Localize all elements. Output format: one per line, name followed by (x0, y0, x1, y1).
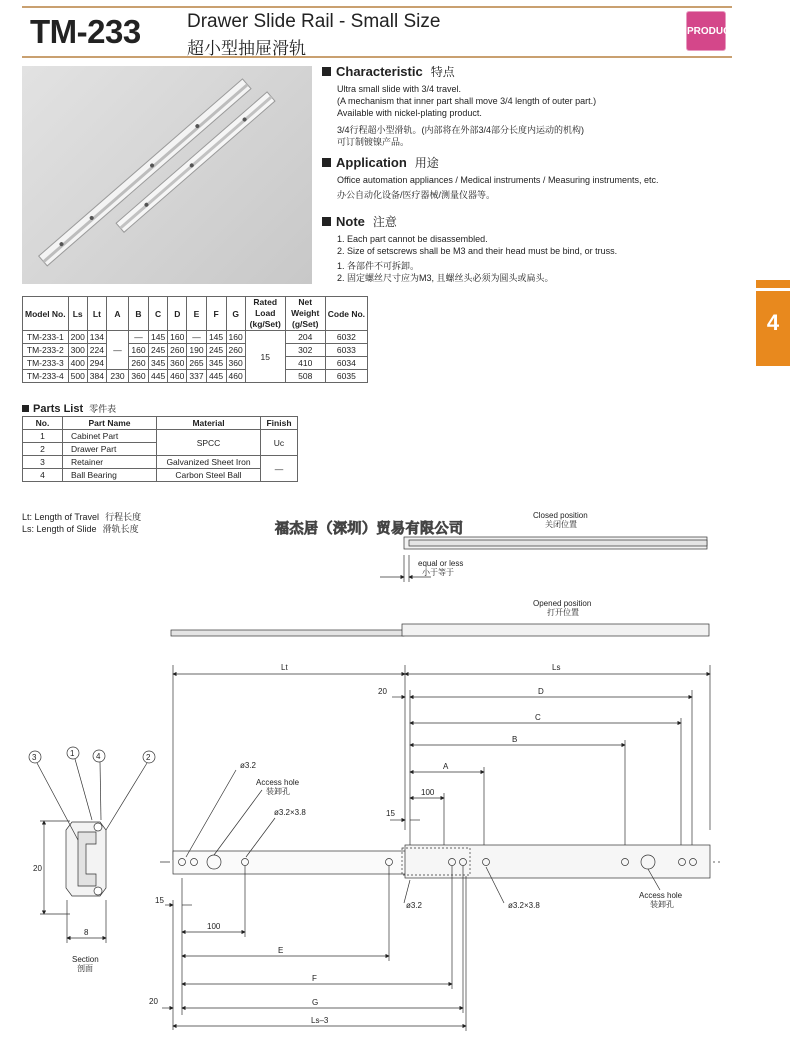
note-title-cn: 注意 (372, 215, 397, 229)
table-cell: 294 (87, 357, 106, 370)
note-line: 2. Size of setscrews shall be M3 and their head must be bind, or truss. (337, 246, 618, 256)
table-cell: 337 (187, 370, 206, 383)
characteristic-title: Characteristic (336, 64, 423, 79)
dim-d: D (538, 687, 544, 696)
equal-or-less-label: equal or less (418, 559, 464, 568)
closed-position-label-cn: 关闭位置 (545, 520, 577, 529)
table-cell: TM-233-4 (23, 370, 69, 383)
dim-g: G (312, 998, 319, 1007)
application-line: Office automation appliances / Medical instruments / Measuring instruments, etc. (337, 175, 659, 185)
dim-e: E (278, 946, 284, 955)
section-label-cn: 剖面 (77, 964, 93, 973)
spec-header: A (106, 297, 128, 331)
parts-header: Part Name (63, 417, 157, 430)
table-cell: 410 (285, 357, 325, 370)
spec-header: Rated Load (kg/Set) (245, 297, 285, 331)
closed-position-label: Closed position (533, 511, 588, 520)
dim-100-bottom: 100 (207, 922, 221, 931)
title-english: Drawer Slide Rail - Small Size (187, 11, 441, 32)
application-title: Application (336, 155, 407, 170)
table-cell: Galvanized Sheet Iron (157, 456, 261, 469)
spec-header: Net Weight (g/Set) (285, 297, 325, 331)
table-cell: 190 (187, 344, 206, 357)
table-cell: 260 (226, 344, 245, 357)
dim-ls-3: Ls–3 (311, 1016, 329, 1025)
table-cell: 245 (148, 344, 167, 357)
table-cell: 145 (206, 331, 226, 344)
title-chinese: 超小型抽屉滑轨 (187, 39, 306, 58)
table-cell: 300 (68, 344, 87, 357)
table-cell: Uc (261, 430, 298, 456)
table-cell: — (187, 331, 206, 344)
note-line: 1. Each part cannot be disassembled. (337, 234, 488, 244)
table-cell: Drawer Part (63, 443, 157, 456)
table-cell: 445 (206, 370, 226, 383)
dim-b: B (512, 735, 518, 744)
characteristic-line: 3/4行程超小型滑轨。(内部将在外部3/4部分长度内运动的机构) (337, 125, 585, 135)
table-cell: 4 (23, 469, 63, 482)
table-cell: 134 (87, 331, 106, 344)
dim-20-bottom: 20 (149, 997, 158, 1006)
table-cell: 6035 (325, 370, 367, 383)
table-cell: 460 (168, 370, 187, 383)
table-cell: TM-233-3 (23, 357, 69, 370)
chapter-number: 4 (766, 310, 780, 335)
dim-100-top: 100 (421, 788, 435, 797)
slot-label: ø3.2×3.8 (274, 808, 306, 817)
table-cell: 1 (23, 430, 63, 443)
note-line: 1. 各部件不可拆卸。 (337, 261, 420, 271)
table-cell: 360 (128, 370, 148, 383)
model-number: TM-233 (30, 13, 141, 50)
characteristic-line: (A mechanism that inner part shall move 3/4 length of outer part.) (337, 96, 597, 106)
table-cell: 2 (23, 443, 63, 456)
spec-header: B (128, 297, 148, 331)
access-hole-label: Access hole (256, 778, 300, 787)
dim-15-top: 15 (386, 809, 395, 818)
callout-3: 3 (32, 753, 37, 762)
table-cell: 6033 (325, 344, 367, 357)
table-cell: 265 (187, 357, 206, 370)
opened-position-label-cn: 打开位置 (547, 608, 579, 617)
spec-header: Model No. (23, 297, 69, 331)
parts-header: No. (23, 417, 63, 430)
application-line: 办公自动化设备/医疗器械/测量仪器等。 (337, 190, 496, 200)
callout-1: 1 (70, 749, 75, 758)
table-cell: 445 (148, 370, 167, 383)
table-cell: 204 (285, 331, 325, 344)
table-cell: — (128, 331, 148, 344)
characteristic-line: 可订制镀镍产品。 (337, 137, 410, 147)
table-cell: 6032 (325, 331, 367, 344)
table-cell: Carbon Steel Ball (157, 469, 261, 482)
table-cell: Ball Bearing (63, 469, 157, 482)
legend-ls: Ls: Length of Slide (22, 524, 97, 534)
table-cell: 400 (68, 357, 87, 370)
callout-2: 2 (146, 753, 151, 762)
legend-lt-cn: 行程长度 (105, 512, 142, 522)
access-hole-label-cn: 装卸孔 (266, 787, 290, 796)
table-cell: 6034 (325, 357, 367, 370)
table-cell: 345 (206, 357, 226, 370)
table-cell: TM-233-1 (23, 331, 69, 344)
dim-c: C (535, 713, 541, 722)
table-cell: 260 (128, 357, 148, 370)
table-cell: 360 (226, 357, 245, 370)
dim-20: 20 (378, 687, 387, 696)
table-cell: — (106, 331, 128, 370)
table-cell: 160 (168, 331, 187, 344)
product-badge: PRODUCT (686, 11, 726, 51)
table-cell: 160 (128, 344, 148, 357)
outer-rail-side-view (405, 845, 710, 878)
company-watermark: 福杰居（深圳）贸易有限公司 (275, 520, 464, 536)
table-cell: TM-233-2 (23, 344, 69, 357)
table-cell: 200 (68, 331, 87, 344)
table-cell: 302 (285, 344, 325, 357)
table-cell: 260 (168, 344, 187, 357)
dim-a: A (443, 762, 449, 771)
spec-header: G (226, 297, 245, 331)
table-cell: Retainer (63, 456, 157, 469)
table-cell: Cabinet Part (63, 430, 157, 443)
opened-inner-rail (171, 630, 404, 636)
parts-list-title-text: Parts List (33, 403, 84, 415)
table-cell: 360 (168, 357, 187, 370)
section-dim-8: 8 (84, 928, 89, 937)
characteristic-title-cn: 特点 (430, 65, 455, 79)
access-hole-label-right: Access hole (639, 891, 683, 900)
spec-header: E (187, 297, 206, 331)
characteristic-line: Available with nickel-plating product. (337, 108, 482, 118)
table-cell: 460 (226, 370, 245, 383)
parts-header: Finish (261, 417, 298, 430)
table-cell: 500 (68, 370, 87, 383)
note-line: 2. 固定螺丝尺寸应为M3, 且螺丝头必须为圆头或扁头。 (337, 273, 554, 283)
opened-position-label: Opened position (533, 599, 592, 608)
table-cell: 384 (87, 370, 106, 383)
access-hole-label-right-cn: 装卸孔 (650, 900, 674, 909)
characteristic-line: Ultra small slide with 3/4 travel. (337, 84, 462, 94)
spec-header: Ls (68, 297, 87, 331)
dim-15-bottom: 15 (155, 896, 164, 905)
spec-header: F (206, 297, 226, 331)
dim-lt: Lt (281, 663, 288, 672)
opened-outer-rail (402, 624, 709, 636)
table-cell: 245 (206, 344, 226, 357)
table-cell: 160 (226, 331, 245, 344)
table-cell: 145 (148, 331, 167, 344)
callout-4: 4 (96, 752, 101, 761)
spec-header: D (168, 297, 187, 331)
table-cell: 15 (245, 331, 285, 383)
note-title: Note (336, 214, 365, 229)
equal-or-less-label-cn: 小于等于 (422, 568, 454, 577)
spec-header: Lt (87, 297, 106, 331)
spec-header: Code No. (325, 297, 367, 331)
section-dim-20: 20 (33, 864, 42, 873)
table-cell: 230 (106, 370, 128, 383)
table-cell: — (261, 456, 298, 482)
hole-dia-label: ø3.2 (240, 761, 257, 770)
table-cell: SPCC (157, 430, 261, 456)
legend-lt: Lt: Length of Travel (22, 512, 100, 522)
spec-header: C (148, 297, 167, 331)
parts-list-title-cn: 零件表 (89, 404, 117, 414)
application-title-cn: 用途 (414, 156, 439, 170)
section-label: Section (72, 955, 99, 964)
slot-label-bottom: ø3.2×3.8 (508, 901, 540, 910)
table-cell: 224 (87, 344, 106, 357)
hole-dia-label-bottom: ø3.2 (406, 901, 423, 910)
dim-ls: Ls (552, 663, 561, 672)
table-cell: 508 (285, 370, 325, 383)
dim-f: F (312, 974, 317, 983)
table-cell: 345 (148, 357, 167, 370)
legend-ls-cn: 滑轨长度 (102, 524, 139, 534)
parts-header: Material (157, 417, 261, 430)
table-cell: 3 (23, 456, 63, 469)
